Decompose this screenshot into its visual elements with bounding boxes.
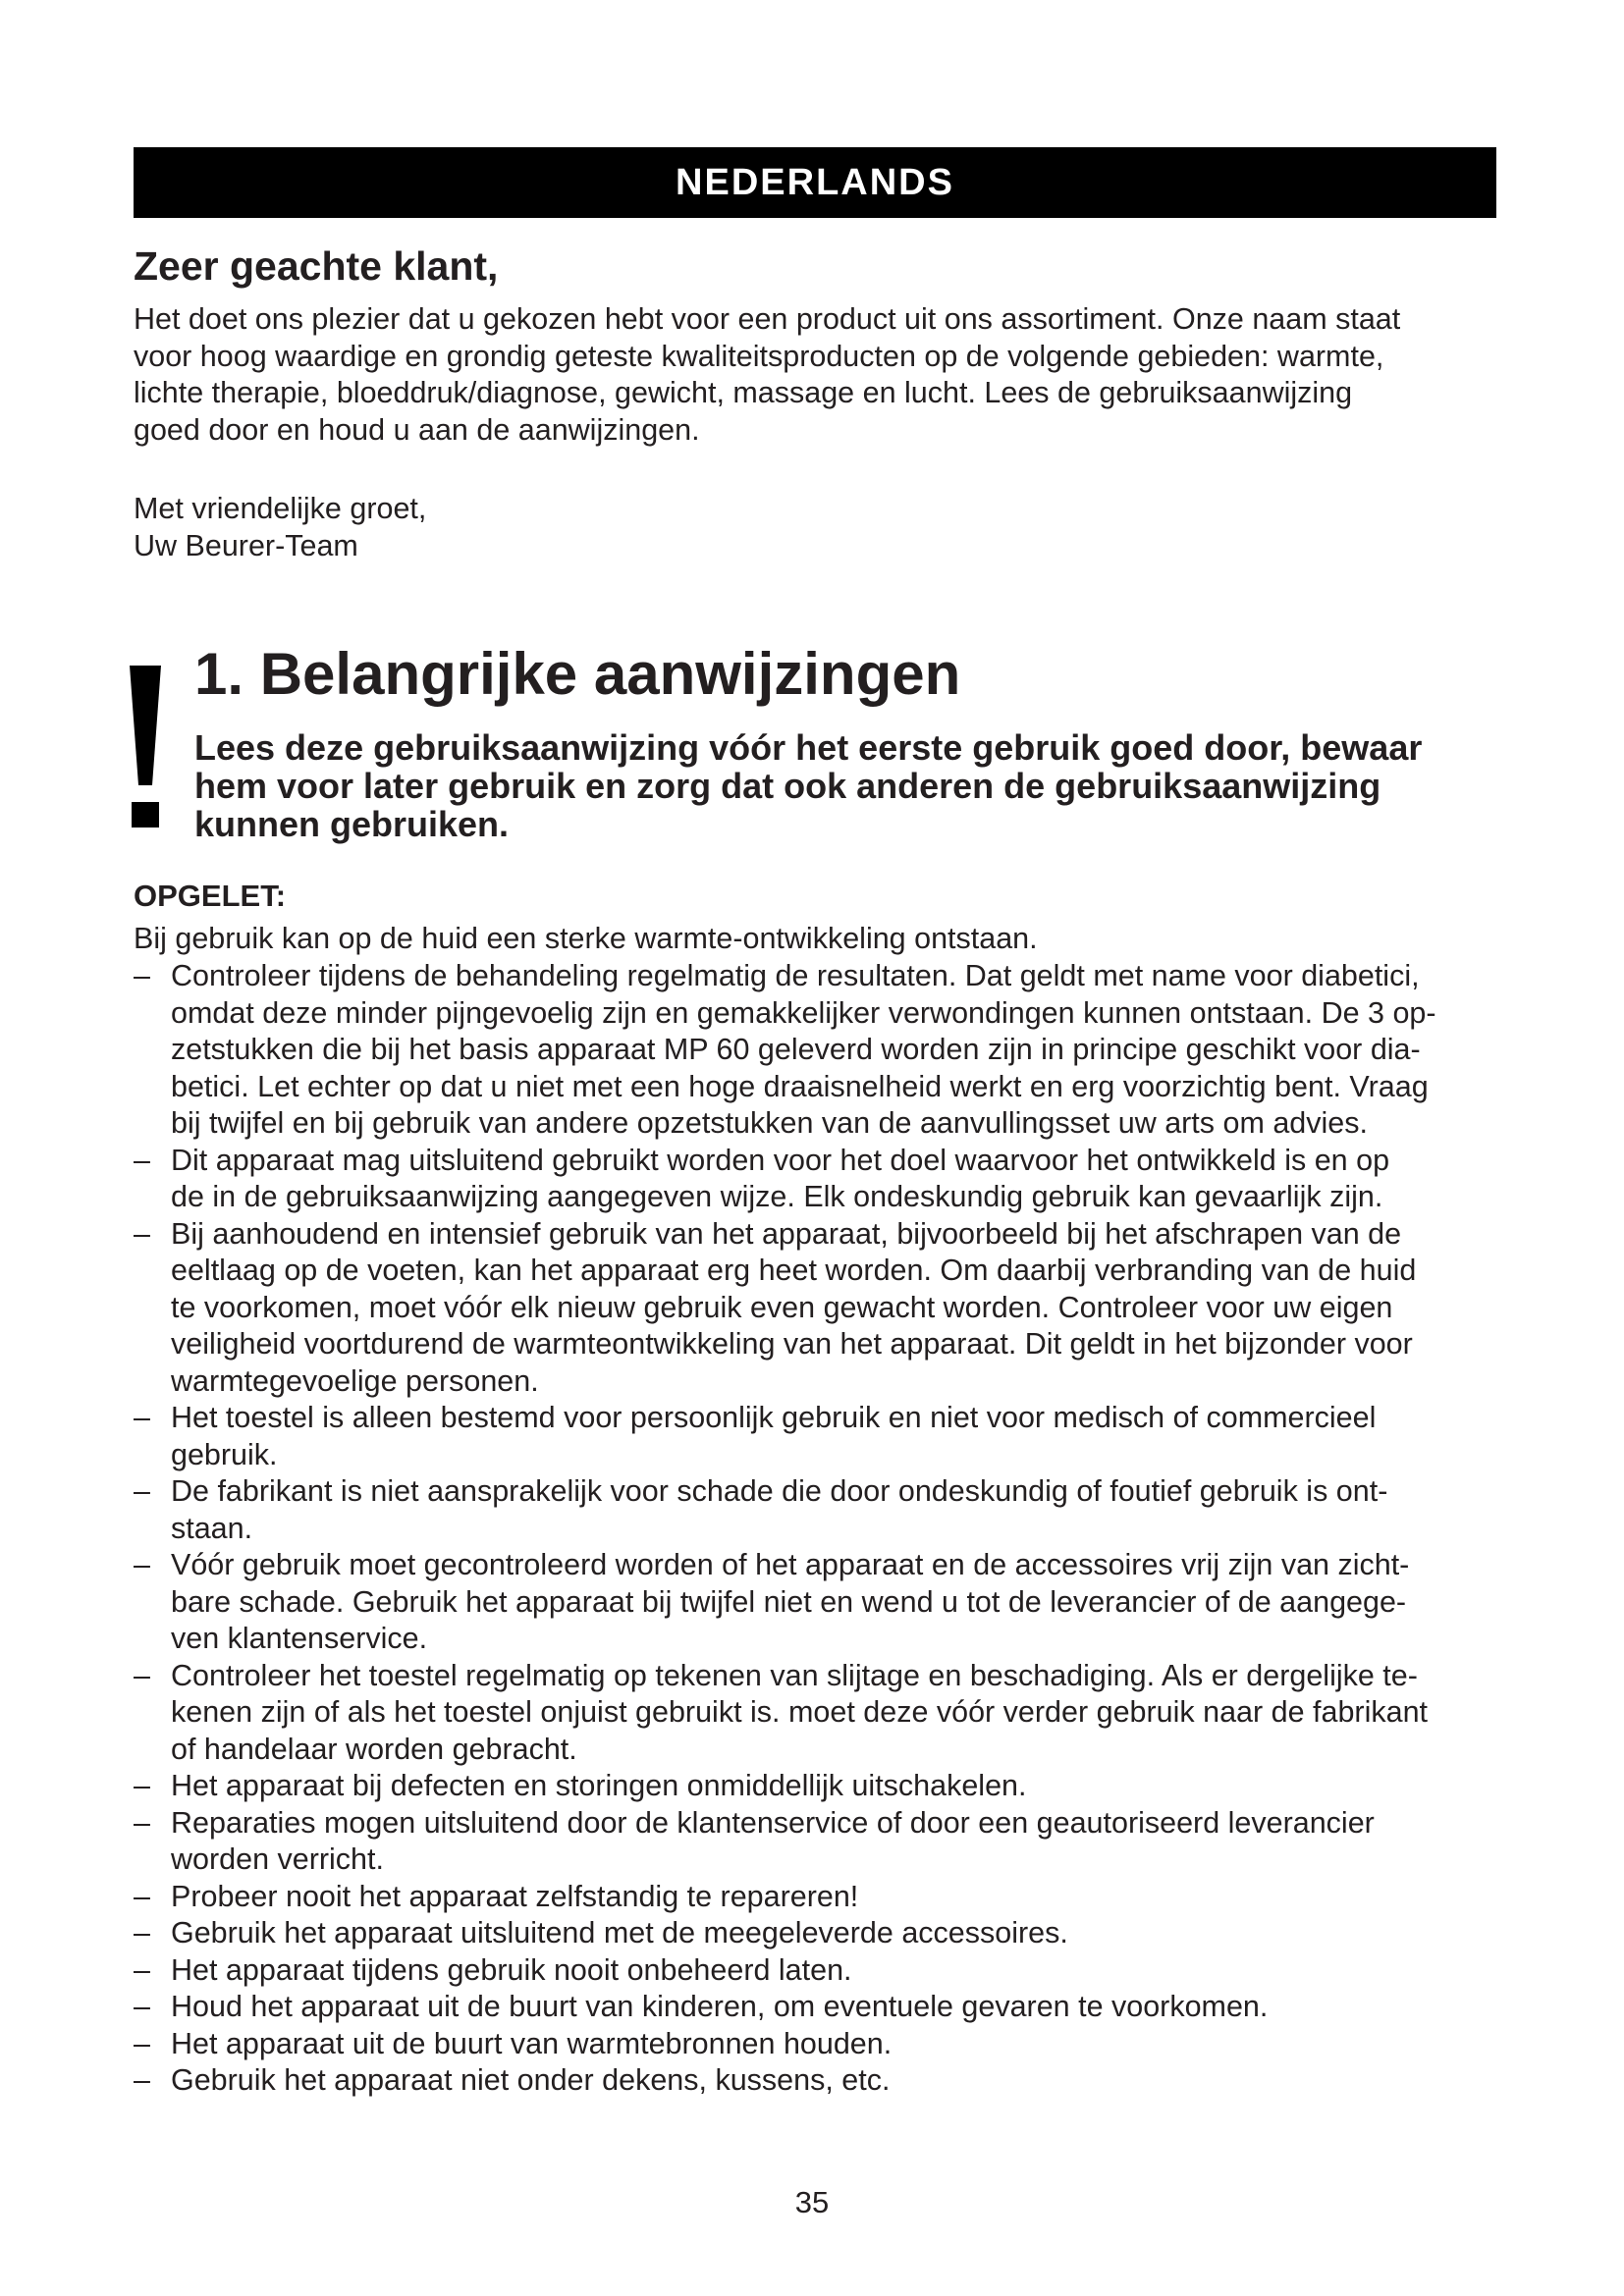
list-item-line: warmtegevoelige personen.	[171, 1363, 539, 1398]
list-item-line: – Gebruik het apparaat niet onder dekens, kussens, etc.	[171, 2063, 891, 2097]
list-item-line: kenen zijn of als het toestel onjuist gebruikt is. moet deze vóór verder gebruik naar de fabrikant	[171, 1695, 1429, 1729]
list-item	[134, 1216, 1508, 1401]
list-item	[134, 2026, 1508, 2063]
list-item	[134, 1143, 1508, 1216]
list-item-line: of handelaar worden gebracht.	[171, 1732, 577, 1766]
list-item-line: staan.	[171, 1511, 253, 1545]
closing-line: Met vriendelijke groet,	[134, 492, 427, 525]
page-number: 35	[794, 2185, 830, 2219]
list-item	[134, 1547, 1508, 1658]
greeting: Zeer geachte klant,	[134, 243, 499, 289]
signature: Uw Beurer-Team	[134, 528, 358, 562]
section-title: 1. Belangrijke aanwijzingen	[194, 641, 961, 707]
list-item	[134, 1952, 1508, 1990]
list-item-line: – Bij aanhoudend en intensief gebruik van het apparaat, bijvoorbeeld bij het afschrapen van de	[171, 1216, 1402, 1251]
caution-lead: Bij gebruik kan op de huid een sterke warmte-ontwikkeling ontstaan.	[134, 922, 1038, 955]
list-item-line: omdat deze minder pijngevoelig zijn en gemakkelijker verwondingen kunnen ontstaan. De 3 op-	[171, 995, 1436, 1030]
list-item-line: – Houd het apparaat uit de buurt van kinderen, om eventuele gevaren te voorkomen.	[171, 1990, 1269, 2023]
caution-heading: OPGELET:	[134, 879, 287, 913]
list-item-line: – Het apparaat bij defecten en storingen onmiddellijk uitschakelen.	[171, 1769, 1027, 1802]
list-item-line: bare schade. Gebruik het apparaat bij twijfel niet en wend u tot de leverancier of de aangege-	[171, 1584, 1407, 1619]
list-item	[134, 958, 1508, 1143]
section-lead-line: hem voor later gebruik en zorg dat ook anderen de gebruiksaanwijzing	[194, 766, 1381, 806]
exclamation-icon	[126, 666, 165, 828]
list-item	[134, 1473, 1508, 1547]
list-item	[134, 1400, 1508, 1473]
list-item	[134, 1915, 1508, 1952]
list-item	[134, 1879, 1508, 1916]
list-item	[134, 2062, 1508, 2100]
list-item-line: zetstukken die bij het basis apparaat MP 60 geleverd worden zijn in principe geschikt voor dia-	[171, 1033, 1421, 1066]
list-item-line: gebruik.	[171, 1437, 278, 1471]
list-item-line: veiligheid voortdurend de warmteontwikkeling van het apparaat. Dit geldt in het bijzonder voor	[171, 1327, 1413, 1361]
intro-line: Het doet ons plezier dat u gekozen hebt voor een product uit ons assortiment. Onze naam staat	[134, 302, 1401, 336]
list-item	[134, 1768, 1508, 1805]
section-lead	[194, 728, 1510, 843]
list-item-line: – Probeer nooit het apparaat zelfstandig te repareren!	[171, 1879, 859, 1913]
list-item-line: – Het apparaat tijdens gebruik nooit onbeheerd laten.	[171, 1952, 852, 1987]
intro-line: voor hoog waardige en grondig geteste kwaliteitsproducten op de volgende gebieden: warmte,	[134, 339, 1384, 373]
intro-line: goed door en houd u aan de aanwijzingen.	[134, 412, 700, 447]
list-item-line: bij twijfel en bij gebruik van andere opzetstukken van de aanvullingsset uw arts om advies.	[171, 1106, 1368, 1140]
list-item-line: eeltlaag op de voeten, kan het apparaat erg heet worden. Om daarbij verbranding van de huid	[171, 1254, 1417, 1287]
section-lead-line: Lees deze gebruiksaanwijzing vóór het eerste gebruik goed door, bewaar	[194, 727, 1423, 768]
list-item-line: worden verricht.	[171, 1842, 384, 1876]
caution-list	[134, 958, 1508, 2100]
list-item	[134, 1658, 1508, 1769]
list-item-line: – Dit apparaat mag uitsluitend gebruikt worden voor het doel waarvoor het ontwikkeld is en op	[171, 1143, 1390, 1177]
list-item	[134, 1989, 1508, 2026]
list-item-line: – Vóór gebruik moet gecontroleerd worden of het apparaat en de accessoires vrij zijn van zicht-	[171, 1548, 1410, 1581]
list-item-line: ven klantenservice.	[171, 1622, 428, 1655]
intro-paragraph	[134, 301, 1508, 449]
list-item-line: betici. Let echter op dat u niet met een hoge draaisnelheid werkt en erg voorzichtig bent. Vraag	[171, 1069, 1429, 1103]
list-item-line: – Controleer het toestel regelmatig op tekenen van slijtage en beschadiging. Als er dergelijke te-	[171, 1658, 1418, 1692]
closing	[134, 491, 426, 564]
language-header	[134, 147, 1496, 218]
list-item-line: – Gebruik het apparaat uitsluitend met de meegeleverde accessoires.	[171, 1916, 1068, 1949]
language-label: NEDERLANDS	[676, 161, 954, 203]
list-item-line: – Controleer tijdens de behandeling regelmatig de resultaten. Dat geldt met name voor diabetici,	[171, 959, 1420, 992]
list-item-line: de in de gebruiksaanwijzing aangegeven wijze. Elk ondeskundig gebruik kan gevaarlijk zijn.	[171, 1180, 1383, 1213]
intro-line: lichte therapie, bloeddruk/diagnose, gewicht, massage en lucht. Lees de gebruiksaanwijzing	[134, 376, 1353, 409]
section-lead-line: kunnen gebruiken.	[194, 804, 510, 844]
list-item	[134, 1805, 1508, 1879]
list-item-line: – Het toestel is alleen bestemd voor persoonlijk gebruik en niet voor medisch of commercieel	[171, 1401, 1377, 1434]
list-item-line: – Reparaties mogen uitsluitend door de klantenservice of door een geautoriseerd leverancier	[171, 1805, 1375, 1840]
list-item-line: te voorkomen, moet vóór elk nieuw gebruik even gewacht worden. Controleer voor uw eigen	[171, 1290, 1393, 1324]
list-item-line: – De fabrikant is niet aansprakelijk voor schade die door ondeskundig of foutief gebruik is ont-	[171, 1474, 1388, 1508]
list-item-line: – Het apparaat uit de buurt van warmtebronnen houden.	[171, 2026, 893, 2060]
